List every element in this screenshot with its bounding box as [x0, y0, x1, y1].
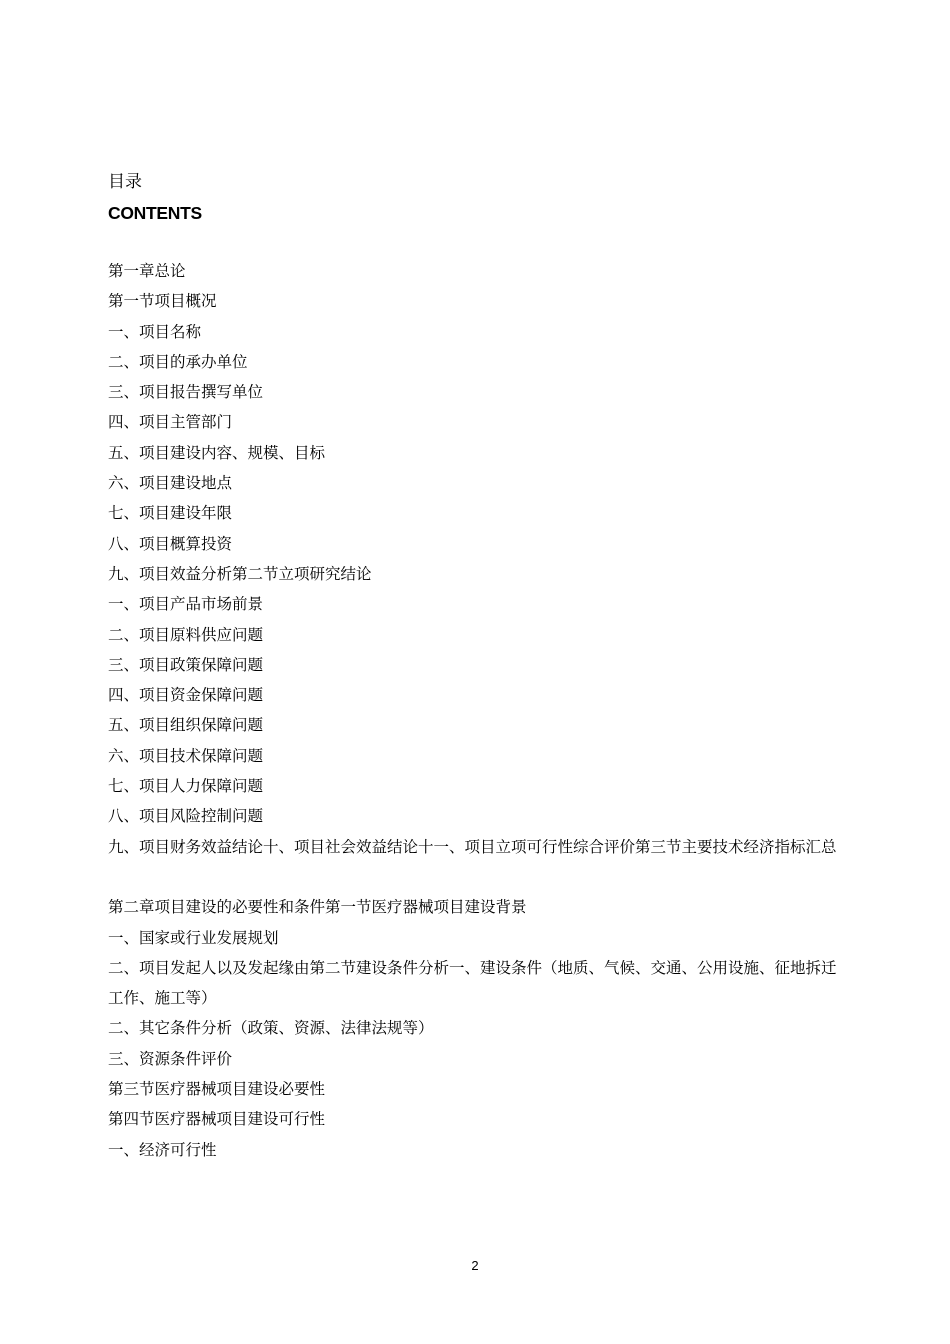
toc-item: 九、项目财务效益结论十、项目社会效益结论十一、项目立项可行性综合评价第三节主要技术经济指标汇总	[108, 837, 837, 856]
toc-item: 三、项目报告撰写单位	[108, 383, 264, 402]
page-number: 2	[471, 1258, 479, 1273]
toc-item: 二、项目原料供应问题	[108, 625, 264, 644]
toc-title-en: CONTENTS	[108, 203, 202, 223]
toc-item: 四、项目主管部门	[108, 413, 233, 432]
toc-item-chapter-2: 第二章项目建设的必要性和条件第一节医疗器械项目建设背景	[108, 898, 527, 917]
toc-item: 二、项目的承办单位	[108, 352, 248, 371]
toc-item: 五、项目建设内容、规模、目标	[108, 443, 326, 462]
toc-item: 二、项目发起人以及发起缘由第二节建设条件分析一、建设条件（地质、气候、交通、公用设施、征地拆迁工作、施工等）	[108, 958, 837, 1008]
toc-item: 第三节医疗器械项目建设必要性	[108, 1080, 326, 1099]
toc-item-chapter-1: 第一章总论	[108, 262, 186, 280]
toc-item: 八、项目概算投资	[108, 534, 233, 553]
toc-item: 六、项目建设地点	[108, 474, 233, 493]
toc-item: 二、其它条件分析（政策、资源、法律法规等）	[108, 1019, 434, 1038]
toc-item: 第四节医疗器械项目建设可行性	[108, 1110, 326, 1129]
toc-item: 七、项目人力保障问题	[108, 777, 264, 796]
toc-item: 一、经济可行性	[108, 1140, 217, 1159]
toc-title-cn: 目录	[108, 172, 142, 192]
toc-item: 六、项目技术保障问题	[108, 746, 264, 765]
toc-item: 一、国家或行业发展规划	[108, 928, 279, 947]
toc-item: 一、项目产品市场前景	[108, 595, 264, 614]
toc-item: 八、项目风险控制问题	[108, 807, 264, 826]
toc-item: 一、项目名称	[108, 322, 202, 341]
toc-item: 七、项目建设年限	[108, 504, 233, 523]
toc-item: 九、项目效益分析第二节立项研究结论	[108, 564, 372, 583]
table-of-contents	[108, 256, 848, 1165]
toc-item: 第一节项目概况	[108, 292, 217, 311]
toc-item: 三、资源条件评价	[108, 1049, 233, 1068]
toc-item: 四、项目资金保障问题	[108, 686, 264, 705]
toc-item: 五、项目组织保障问题	[108, 716, 264, 735]
toc-item: 三、项目政策保障问题	[108, 655, 264, 674]
